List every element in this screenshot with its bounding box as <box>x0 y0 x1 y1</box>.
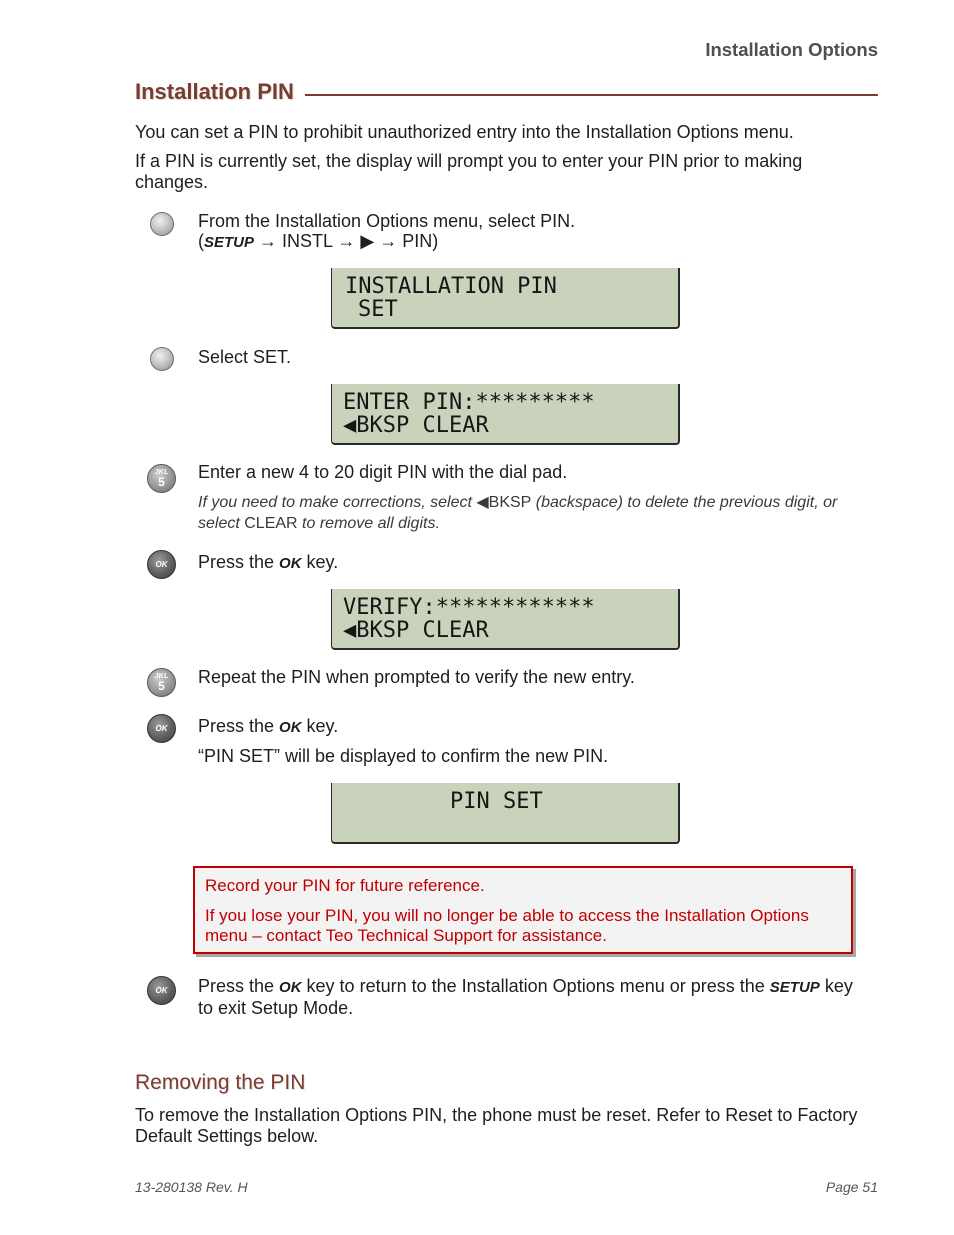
step-1-menu-path <box>198 231 575 253</box>
ok-key-label: OK <box>279 555 302 572</box>
ok-key-icon-label: OK <box>155 559 168 569</box>
step-1 <box>198 211 575 253</box>
note-text-2: (backspace) to delete the previous digit, or select <box>198 494 838 532</box>
document-number: 13-280138 Rev. H <box>135 1179 248 1195</box>
ok-key-icon-label: OK <box>155 985 168 995</box>
softkey-button-icon <box>150 212 174 236</box>
lcd-display-verify <box>331 589 680 650</box>
removing-paragraph: To remove the Installation Options PIN, the phone must be reset. Refer to Reset to Factory Default Settings below. <box>135 1105 858 1146</box>
page-number: Page 51 <box>825 1179 878 1195</box>
lcd-line-1: INSTALLATION PIN <box>345 274 557 299</box>
lcd-line-1: ENTER PIN:********* <box>343 390 595 415</box>
note-text-1: If you need to make corrections, select <box>198 494 477 511</box>
step-6-instruction <box>198 716 338 738</box>
lcd-display-enter-pin <box>331 384 680 445</box>
step-3-instruction: Enter a new 4 to 20 digit PIN with the dial pad. <box>198 462 568 482</box>
softkey-button-icon <box>150 347 174 371</box>
title-rule <box>305 94 878 96</box>
step-text: Press the <box>198 552 280 572</box>
lcd-line-2: SET <box>358 297 398 322</box>
keypad-5-jkl-icon <box>147 464 176 493</box>
lcd-line-2: ◀BKSP CLEAR <box>343 413 489 438</box>
step-text: Press the <box>198 976 280 996</box>
lcd-display-installation-pin <box>331 268 680 329</box>
warning-box <box>193 866 853 954</box>
step-5-instruction: Repeat the PIN when prompted to verify the new entry. <box>198 667 635 687</box>
ok-key-icon <box>147 550 176 579</box>
note-text-3: to remove all digits. <box>297 515 440 532</box>
note-clear-label: CLEAR <box>244 515 298 532</box>
note-bksp-label: ◀BKSP <box>476 494 532 511</box>
lcd-line-1: VERIFY:************ <box>343 595 595 620</box>
correction-note <box>198 492 858 534</box>
lcd-line-2: ◀BKSP CLEAR <box>343 618 489 643</box>
step-2-instruction: Select SET. <box>198 347 292 367</box>
warning-line-1: Record your PIN for future reference. <box>205 876 485 895</box>
ok-key-label: OK <box>279 979 302 996</box>
ok-key-label: OK <box>279 719 302 736</box>
subsection-title: Removing the PIN <box>135 1071 306 1094</box>
lcd-line-1: PIN SET <box>450 789 543 814</box>
running-header: Installation Options <box>705 39 878 60</box>
step-4-instruction <box>198 552 338 574</box>
menu-path-open: ( <box>198 231 204 251</box>
warning-line-2: If you lose your PIN, you will no longer be able to access the Installation Options menu – contact Teo Technical Support for assistance. <box>205 906 809 945</box>
key-letters: JKL <box>154 673 169 680</box>
step-7-instruction <box>198 976 870 1018</box>
ok-key-icon <box>147 714 176 743</box>
intro-paragraph-2: If a PIN is currently set, the display will prompt you to enter your PIN prior to making changes. <box>135 151 803 192</box>
ok-key-icon <box>147 976 176 1005</box>
menu-path-rest: → INSTL → ▶ → PIN) <box>254 231 439 251</box>
step-6-confirmation: “PIN SET” will be displayed to confirm the new PIN. <box>198 746 609 766</box>
step-text: key. <box>301 552 339 572</box>
section-title: Installation PIN <box>135 79 294 104</box>
step-text: key. <box>301 716 339 736</box>
step-text: key to exit Setup Mode. <box>198 976 853 1018</box>
intro-paragraph-1: You can set a PIN to prohibit unauthorized entry into the Installation Options menu. <box>135 122 794 142</box>
step-text: key to return to the Installation Options menu or press the <box>301 976 770 996</box>
keypad-5-jkl-icon <box>147 668 176 697</box>
step-1-instruction: From the Installation Options menu, select PIN. <box>198 211 576 231</box>
key-digit: 5 <box>158 475 165 489</box>
setup-key-label: SETUP <box>769 979 820 996</box>
setup-key-label: SETUP <box>204 234 255 251</box>
step-text: Press the <box>198 716 280 736</box>
lcd-display-pin-set <box>331 783 680 844</box>
key-digit: 5 <box>158 679 165 693</box>
key-letters: JKL <box>154 469 169 476</box>
ok-key-icon-label: OK <box>155 723 168 733</box>
